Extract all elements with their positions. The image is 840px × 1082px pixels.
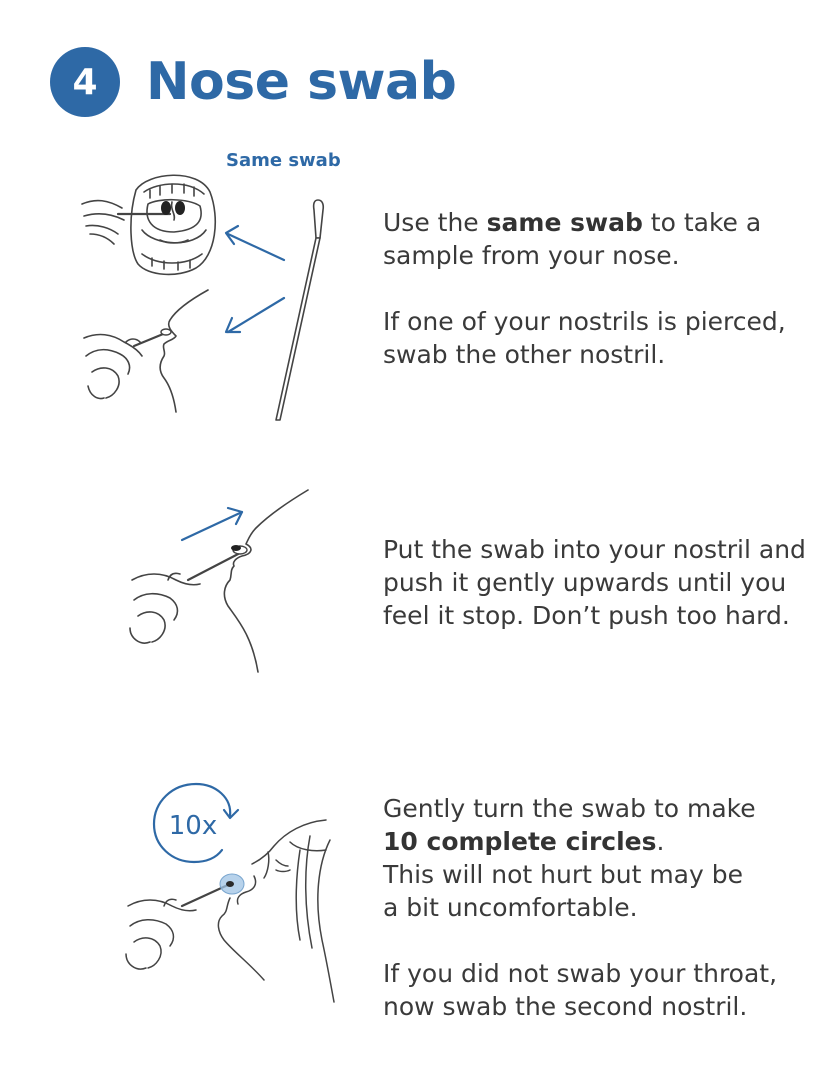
step-3-paragraph-1: Gently turn the swab to make 10 complete circles. This will not hurt but may be a bit uncomfortable. bbox=[383, 794, 756, 922]
rotate-swab-illustration bbox=[118, 780, 338, 1020]
mouth-throat-illustration bbox=[78, 168, 228, 283]
rotation-count-label: 10x bbox=[168, 811, 218, 841]
step-text-2 bbox=[383, 533, 823, 632]
step-text-1 bbox=[383, 206, 823, 371]
step-1-paragraph-2: If one of your nostrils is pierced, swab the other nostril. bbox=[383, 307, 786, 369]
insert-swab-illustration bbox=[118, 488, 318, 678]
nose-swab-illustration bbox=[78, 286, 218, 414]
page-header bbox=[50, 42, 456, 122]
step-number-badge: 4 bbox=[50, 47, 120, 117]
step-1-paragraph-1: Use the same swab to take a sample from your nose. bbox=[383, 208, 762, 270]
same-swab-label: Same swab bbox=[226, 150, 341, 171]
page-title: Nose swab bbox=[146, 52, 457, 112]
step-text-3 bbox=[383, 792, 823, 1023]
step-2-paragraph: Put the swab into your nostril and push it gently upwards until you feel it stop. Don’t push too hard. bbox=[383, 535, 806, 630]
swab-stick-illustration bbox=[268, 196, 328, 426]
step-3-paragraph-2: If you did not swab your throat, now swab the second nostril. bbox=[383, 959, 778, 1021]
